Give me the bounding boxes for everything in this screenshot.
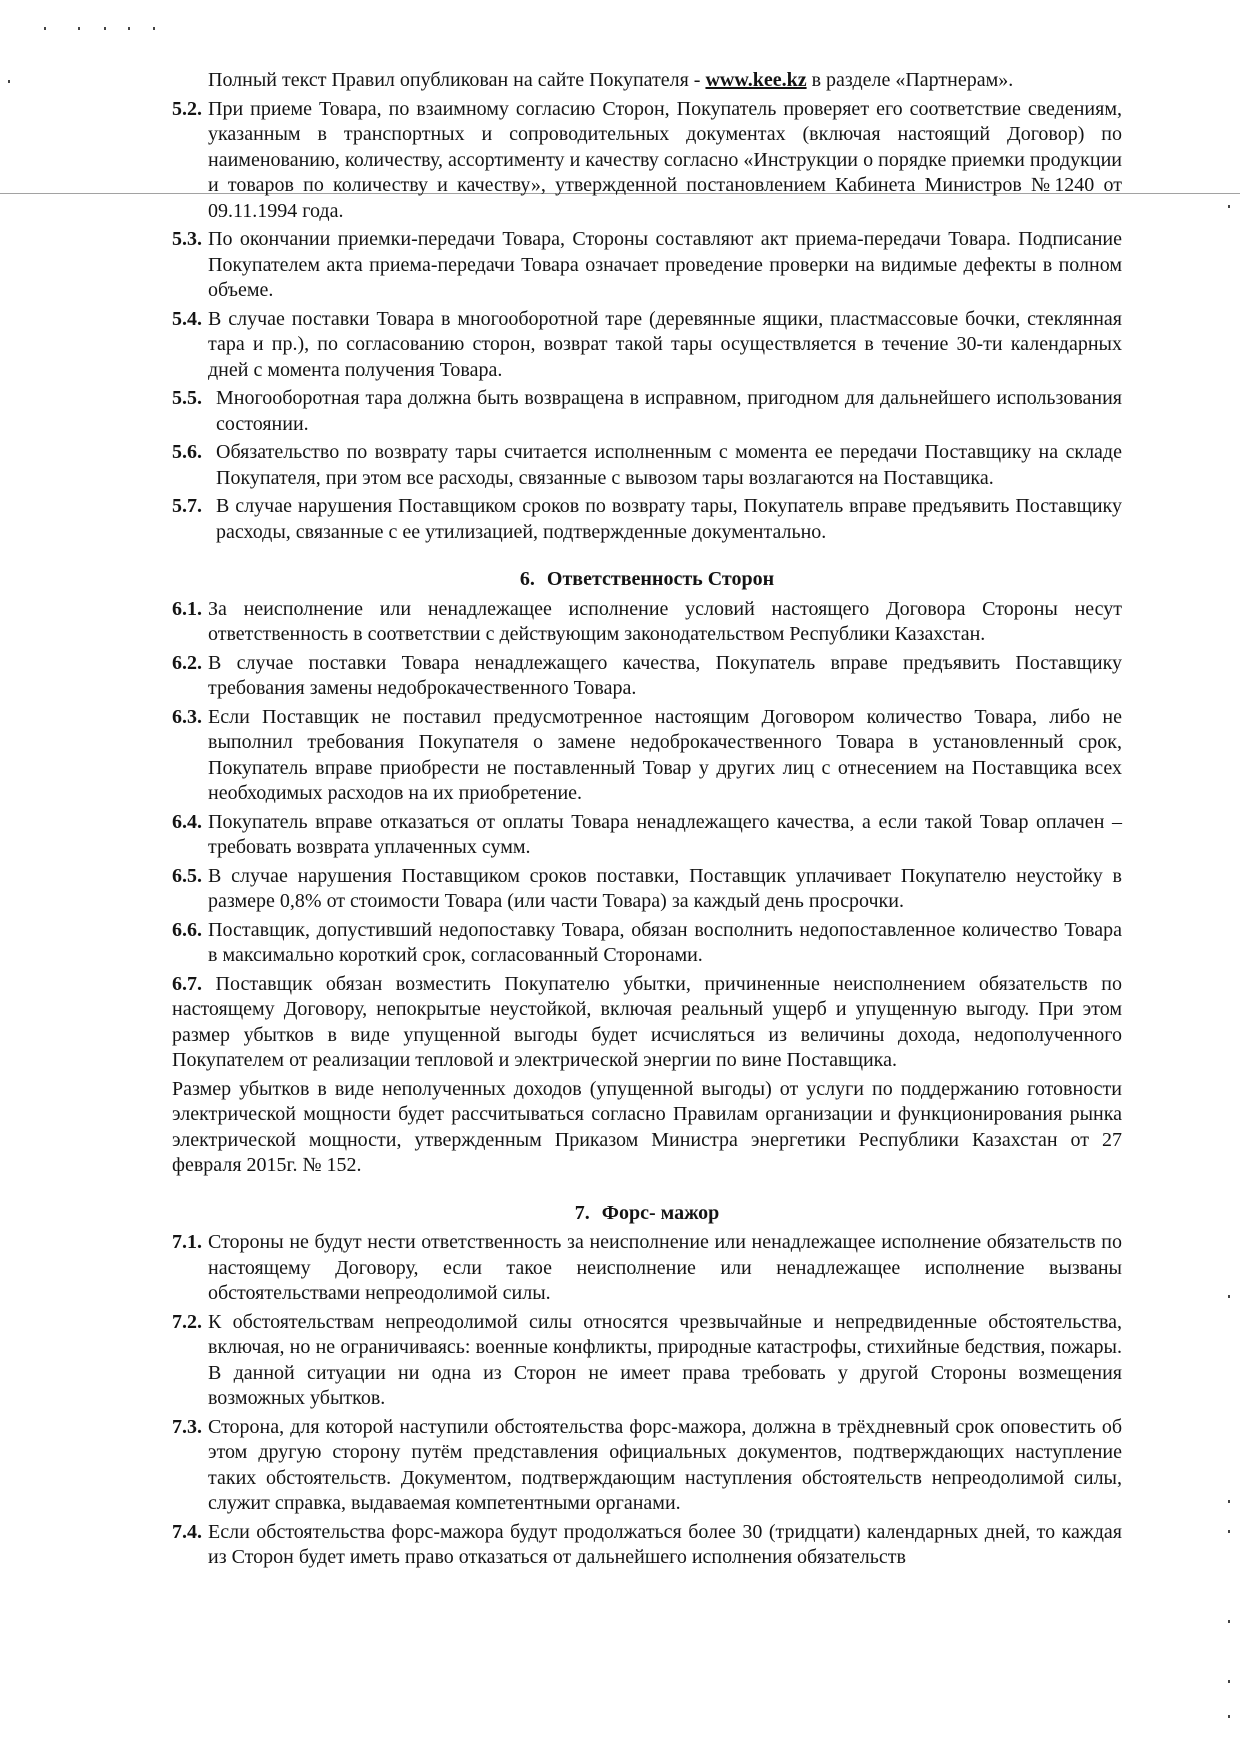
clause-text: Сторона, для которой наступили обстоятельства форс-мажора, должна в трёхдневный срок оповестить об этом другую сторону путём представления официальных документов, подтверждающих наступление таких обстоятельств. Документом, подтверждающим наступления обстоятельств непреодолимой силы, служит справка, выдаваемая компетентными органами.	[208, 1415, 1122, 1514]
clause-text: Покупатель вправе отказаться от оплаты Товара ненадлежащего качества, а если такой Товар оплачен – требовать возврата уплаченных сумм.	[208, 810, 1122, 858]
clause-5-2	[172, 97, 1122, 225]
section-title: Форс- мажор	[601, 1201, 720, 1224]
scan-dot	[1228, 1620, 1230, 1623]
clause-5-5	[172, 386, 1122, 437]
scan-dot	[78, 27, 80, 30]
scan-dot	[1228, 1500, 1230, 1503]
clause-7-1	[172, 1230, 1122, 1307]
scan-dot	[8, 80, 10, 83]
clause-6-5	[172, 864, 1122, 915]
clause-number: 5.6.	[172, 441, 202, 463]
clause-5-3	[172, 227, 1122, 304]
clause-6-3	[172, 705, 1122, 807]
clause-number: 5.7.	[172, 495, 202, 517]
section-number: 7.	[574, 1201, 590, 1224]
clause-number: 6.2.	[172, 651, 202, 674]
scan-dot	[1228, 1530, 1230, 1533]
intro-paragraph	[172, 68, 1122, 94]
clause-5-6	[172, 440, 1122, 491]
clause-text: При приеме Товара, по взаимному согласию Сторон, Покупатель проверяет его соответствие сведениям, указанным в транспортных и сопроводительных документах (включая настоящий Договор) по наименованию, количеству, ассортименту и качеству согласно «Инструкции о порядке приемки продукции и товаров по количеству и качеству», утвержденной постановлением Кабинета Министров №1240 от 09.11.1994 года.	[208, 97, 1122, 222]
scan-dot	[1228, 205, 1230, 208]
intro-text: Полный текст Правил опубликован на сайте Покупателя -	[208, 69, 706, 91]
clause-number: 6.5.	[172, 864, 202, 887]
clause-7-4	[172, 1520, 1122, 1571]
clause-text: В случае нарушения Поставщиком сроков по возврату тары, Покупатель вправе предъявить Поставщику расходы, связанные с ее утилизацией, подтвержденные документально.	[216, 495, 1122, 543]
website-link[interactable]: www.kee.kz	[705, 69, 807, 91]
clause-text: Если Поставщик не поставил предусмотренное настоящим Договором количество Товара, либо не выполнил требования Покупателя о замене недоброкачественного Товара в установленный срок, Покупатель вправе приобрести не поставленный Товар у других лиц с отнесением на Поставщика всех необходимых расходов на их приобретение.	[208, 705, 1122, 804]
clause-5-7	[172, 494, 1122, 545]
clause-text: В случае нарушения Поставщиком сроков поставки, Поставщик уплачивает Покупателю неустойку в размере 0,8% от стоимости Товара (или части Товара) за каждый день просрочки.	[208, 864, 1122, 912]
clause-text: За неисполнение или ненадлежащее исполнение условий настоящего Договора Стороны несут ответственность в соответствии с действующим законодательством Республики Казахстан.	[208, 597, 1122, 645]
clause-text: В случае поставки Товара в многооборотной таре (деревянные ящики, пластмассовые бочки, стеклянная тара и пр.), по согласованию сторон, возврат такой тары осуществляется в течение 30-ти календарных дней с момента получения Товара.	[208, 307, 1122, 381]
clause-number: 6.6.	[172, 918, 202, 941]
clause-text: По окончании приемки-передачи Товара, Стороны составляют акт приема-передачи Товара. Подписание Покупателем акта приема-передачи Товара означает проведение проверки на видимые дефекты в полном объеме.	[208, 228, 1122, 301]
clause-text: Обязательство по возврату тары считается исполненным с момента ее передачи Поставщику на складе Покупателя, при этом все расходы, связанные с вывозом тары возлагаются на Поставщика.	[216, 441, 1122, 489]
document-body	[172, 68, 1122, 1574]
clause-text: Стороны не будут нести ответственность за неисполнение или ненадлежащее исполнение обязательств по настоящему Договору, если такое неисполнение или ненадлежащее исполнение вызваны обстоятельствами непреодолимой силы.	[208, 1231, 1122, 1304]
clause-6-7	[172, 972, 1122, 1074]
section-title: Ответственность Сторон	[546, 568, 775, 590]
section-number: 6.	[519, 568, 535, 590]
clause-text: К обстоятельствам непреодолимой силы относятся чрезвычайные и непредвиденные обстоятельства, включая, но не ограничиваясь: военные конфликты, природные катастрофы, стихийные бедствия, пожары. В данной ситуации ни одна из Сторон не имеет права требовать у другой Стороны возмещения возможных убытков.	[208, 1310, 1122, 1409]
scan-dot	[128, 27, 130, 30]
clause-text: Поставщик обязан возместить Покупателю убытки, причиненные неисполнением обязательств по настоящему Договору, непокрытые неустойкой, включая реальный ущерб и упущенную выгоду. При этом размер убытков в виде упущенной выгоды будет исчисляться из величины дохода, недополученного Покупателем от реализации тепловой и электрической энергии по вине Поставщика.	[172, 972, 1123, 1071]
scan-dot	[153, 27, 155, 30]
clause-7-2	[172, 1310, 1122, 1412]
clause-text: Многооборотная тара должна быть возвращена в исправном, пригодном для дальнейшего использования состоянии.	[216, 387, 1122, 435]
clause-text: В случае поставки Товара ненадлежащего качества, Покупатель вправе предъявить Поставщику требования замены недоброкачественного Товара.	[208, 651, 1122, 699]
scan-dot	[104, 27, 106, 30]
clause-6-6	[172, 918, 1122, 969]
clause-number: 7.3.	[172, 1415, 202, 1438]
section-6-heading	[172, 567, 1122, 593]
scan-dot	[1228, 1715, 1230, 1718]
clause-text: Если обстоятельства форс-мажора будут продолжаться более 30 (тридцати) календарных дней, то каждая из Сторон будет иметь право отказаться от дальнейшего исполнения обязательств	[208, 1520, 1122, 1568]
clause-number: 7.1.	[172, 1231, 202, 1253]
clause-number: 6.4.	[172, 810, 202, 833]
clause-7-3	[172, 1415, 1122, 1517]
clause-number: 5.2.	[172, 97, 202, 120]
clause-number: 7.4.	[172, 1520, 202, 1543]
clause-number: 7.2.	[172, 1310, 202, 1333]
clause-number: 5.4.	[172, 307, 202, 330]
clause-5-4	[172, 307, 1122, 384]
intro-text-end: в разделе «Партнерам».	[806, 69, 1014, 91]
clause-text: Поставщик, допустивший недопоставку Товара, обязан восполнить недопоставленное количество Товара в максимально короткий срок, согласованный Сторонами.	[208, 918, 1122, 966]
scan-dot	[1228, 1680, 1230, 1683]
section-7-heading	[172, 1201, 1122, 1227]
clause-number: 6.7.	[172, 972, 202, 995]
scan-dot	[1228, 1295, 1230, 1298]
clause-6-2	[172, 651, 1122, 702]
clause-number: 6.1.	[172, 597, 202, 620]
clause-number: 5.5.	[172, 387, 202, 409]
losses-paragraph: Размер убытков в виде неполученных доходов (упущенной выгоды) от услуги по поддержанию готовности электрической мощности будет рассчитываться согласно Правилам организации и функционирования рынка электрической мощности, утвержденным Приказом Министра энергетики Республики Казахстан от 27 февраля 2015г. № 152.	[172, 1077, 1122, 1176]
scan-dot	[44, 27, 46, 30]
clause-6-4	[172, 810, 1122, 861]
clause-number: 6.3.	[172, 705, 202, 728]
clause-6-1	[172, 597, 1122, 648]
clause-number: 5.3.	[172, 228, 202, 250]
